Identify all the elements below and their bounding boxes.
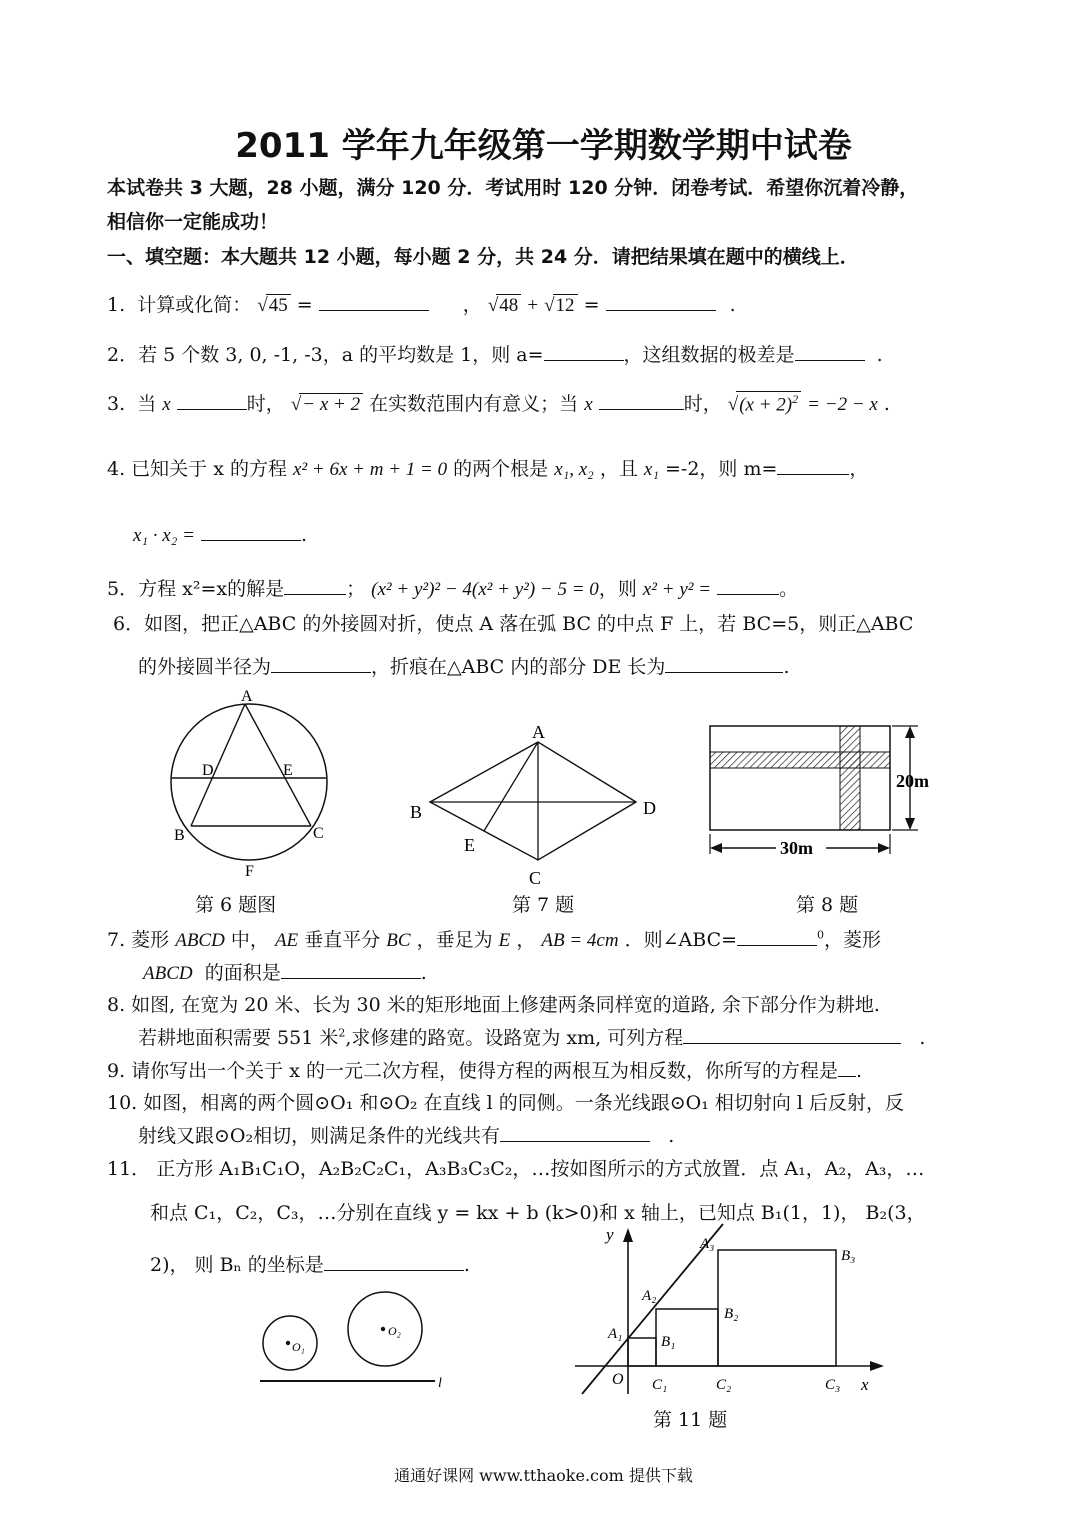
fig8-arrow-left — [710, 843, 722, 853]
fig8-arrow-up — [905, 726, 915, 738]
q9-text: 9. 请你写出一个关于 x 的一元二次方程，使得方程的两根互为相反数，你所写的方程是 — [107, 1060, 838, 1082]
question-4-line-2 — [133, 520, 307, 547]
question-1: 1. 计算或化简： √45 = ， √48 + √12 = . — [107, 290, 736, 317]
fig11-square-1 — [628, 1338, 656, 1366]
q6-text-a: 的外接圆半径为 — [138, 656, 272, 678]
question-10-line-2 — [138, 1121, 674, 1148]
fig7-label-b: B — [410, 802, 423, 822]
q8-end: . — [919, 1027, 926, 1049]
q3-blank-1[interactable] — [177, 389, 247, 410]
q4-blank-1[interactable] — [777, 454, 849, 475]
q7-blank-1[interactable] — [737, 925, 817, 946]
fig8-arrow-right — [878, 843, 890, 853]
q1-plus: + — [527, 295, 539, 316]
q7-abcd: ABCD — [175, 930, 225, 951]
q3-blank-2[interactable] — [599, 389, 684, 410]
fig6-label-a: A — [241, 688, 253, 705]
q3-var-x: x — [162, 394, 171, 415]
q4-text-1: 4. 已知关于 x 的方程 — [107, 458, 287, 480]
q1-comma: ， — [462, 294, 482, 316]
q3-text-4: 时， — [683, 393, 722, 415]
question-7 — [107, 925, 881, 952]
q8-text-b: ,求修建的路宽。设路宽为 xm, 可列方程 — [345, 1027, 684, 1049]
q3-text-2: 时， — [246, 393, 285, 415]
fig8-field — [710, 726, 890, 830]
q7-text-3: 垂直平分 — [304, 929, 381, 951]
fig7-label-e: E — [464, 835, 475, 855]
page-title: 2011 学年九年级第一学期数学期中试卷 — [235, 126, 852, 166]
question-3: 3. 当 x 时， √− x + 2 在实数范围内有意义；当 x 时， $√(x + 2)^2 = -2 - x$ . — [107, 389, 890, 416]
q3-end: . — [883, 393, 890, 415]
q5-equation: (x² + y²)² − 4(x² + y²) − 5 = 0 — [371, 579, 599, 600]
q1-number: 1. — [107, 294, 126, 316]
q1-end: . — [729, 294, 736, 316]
figure-6 — [165, 688, 345, 884]
q3-radicand-2 — [736, 391, 801, 416]
q7-ae: AE — [274, 930, 299, 951]
fig8-height-label: 20m — [896, 771, 929, 791]
fig6-label-b: B — [174, 827, 185, 844]
figure-10 — [250, 1285, 460, 1395]
q7-e: E — [498, 930, 511, 951]
fig11-label-x: x — [861, 1375, 869, 1394]
q3-tail: = −2 − x — [807, 394, 878, 415]
q2-text: 2．若 5 个数 3, 0, -1, -3，a 的平均数是 1，则 a= — [107, 344, 544, 366]
question-11-line-1: 11． 正方形 A₁B₁C₁O，A₂B₂C₂C₁，A₃B₃C₃C₂，…按如图所示的方式放置．点 A₁，A₂，A₃，… — [107, 1158, 925, 1180]
q3-text-1: 当 — [137, 393, 157, 415]
q5-text-3: ，则 — [598, 578, 637, 600]
question-8-line-2 — [138, 1023, 925, 1050]
figure-11 — [570, 1222, 890, 1402]
q7-text-8: 的面积是 — [204, 962, 281, 984]
q3-text-3: 在实数范围内有意义；当 — [369, 393, 579, 415]
q4-product: x₁ · x₂ = — [133, 525, 195, 546]
fig10-label-l: l — [438, 1376, 442, 1391]
q3-rad2-sup: 2 — [792, 391, 799, 406]
footer-credit: 通通好课网 www.tthaoke.com 提供下载 — [394, 1466, 693, 1485]
fig8-width-label: 30m — [780, 838, 813, 858]
q6-text-b: ，折痕在△ABC 内的部分 DE 长为 — [371, 656, 666, 678]
q7-degree: 0 — [817, 928, 825, 942]
fig10-center-o1 — [286, 1341, 290, 1345]
q2-mid: ，这组数据的极差是 — [623, 344, 795, 366]
fig10-label-o1: O₁ — [292, 1340, 305, 1354]
fig11-label-o: O — [612, 1371, 624, 1388]
q5-end: 。 — [779, 578, 799, 600]
fig10-center-o2 — [381, 1327, 385, 1331]
fig8-road-vertical — [840, 726, 860, 830]
fig8-arrow-down — [905, 818, 915, 830]
q5-text-2: ； — [346, 578, 366, 600]
fig11-y-arrow — [623, 1228, 633, 1242]
q4-text-2: 的两个根是 — [453, 458, 549, 480]
q2-blank-2[interactable] — [795, 340, 865, 361]
q6-blank-1[interactable] — [271, 652, 371, 673]
intro-line-2: 相信你一定能成功！ — [107, 211, 279, 233]
q11-text: 2)， 则 Bₙ 的坐标是 — [150, 1254, 324, 1276]
q7-blank-2[interactable] — [281, 958, 421, 979]
q3-rad2-base: (x + 2) — [739, 394, 793, 415]
fig11-caption: 第 11 题 — [653, 1409, 728, 1431]
question-11-line-2: 和点 C₁，C₂，C₃，…分别在直线 y = kx + b (k>0)和 x 轴上，已知点 B₁(1，1)， B₂(3， — [150, 1202, 926, 1224]
q4-blank-2[interactable] — [201, 520, 301, 541]
q7-text-6: ．则∠ABC= — [624, 929, 738, 951]
q1-radicand-12: 12 — [553, 294, 578, 317]
q5-text-1: 5．方程 x²=x的解是 — [107, 578, 285, 600]
q4-text-4: =-2，则 m= — [664, 458, 778, 480]
section-1-heading: 一、填空题：本大题共 12 小题，每小题 2 分，共 24 分．请把结果填在题中的横线上． — [107, 246, 859, 268]
fig6-label-e: E — [283, 762, 293, 779]
question-6-line-2 — [138, 652, 789, 679]
question-6-line-1: 6．如图，把正△ABC 的外接圆对折，使点 A 落在弧 BC 的中点 F 上，若 BC=5，则正△ABC — [113, 613, 914, 635]
q11-blank[interactable] — [324, 1250, 464, 1271]
q1-blank-2[interactable] — [606, 290, 716, 311]
q7-text-7: ，菱形 — [824, 929, 882, 951]
q7-end: . — [420, 962, 427, 984]
fig7-label-d: D — [643, 798, 656, 818]
fig11-label-c1: C₁ — [652, 1377, 668, 1393]
q1-eq: = — [296, 294, 313, 316]
fig11-x-arrow — [870, 1361, 884, 1371]
fig11-label-a3: A₃ — [700, 1236, 715, 1252]
q1-radicand-48: 48 — [496, 294, 521, 317]
question-9 — [107, 1056, 862, 1083]
q4-line2-end: . — [300, 524, 307, 546]
fig11-label-a1: A₁ — [608, 1326, 623, 1342]
fig6-label-d: D — [202, 762, 214, 779]
fig11-label-b3: B₃ — [841, 1248, 856, 1264]
q4-roots: x₁, x₂ — [554, 459, 594, 480]
fig11-label-b2: B₂ — [724, 1306, 739, 1322]
figure-8 — [700, 718, 950, 863]
q1-blank-1[interactable] — [319, 290, 429, 311]
q7-abcd-2: ABCD — [143, 963, 193, 984]
q5-blank-2[interactable] — [717, 574, 779, 595]
q10-blank[interactable] — [500, 1121, 650, 1142]
q1-radicand-45: 45 — [266, 294, 291, 317]
fig10-label-o2: O₂ — [388, 1324, 401, 1338]
fig11-label-a2: A₂ — [642, 1288, 657, 1304]
fig6-circle — [171, 704, 327, 860]
q3-radicand-1: − x + 2 — [299, 393, 363, 416]
q6-end: . — [783, 656, 790, 678]
q1-text: 计算或化简： — [137, 294, 252, 316]
question-2 — [107, 340, 883, 367]
q10-end: . — [668, 1125, 675, 1147]
q8-text-a: 若耕地面积需要 551 米 — [138, 1027, 339, 1049]
fig11-label-b1: B₁ — [661, 1334, 676, 1350]
question-11-line-3 — [150, 1250, 470, 1277]
q4-end: ， — [849, 458, 869, 480]
fig7-caption: 第 7 题 — [512, 894, 575, 916]
q8-sup: 2 — [338, 1026, 346, 1040]
q5-blank-1[interactable] — [284, 574, 346, 595]
q2-blank-1[interactable] — [544, 340, 624, 361]
fig6-label-f: F — [245, 863, 254, 880]
question-7-line-2 — [143, 958, 427, 985]
q6-blank-2[interactable] — [665, 652, 783, 673]
fig7-label-c: C — [529, 868, 542, 888]
intro-line-1: 本试卷共 3 大题，28 小题，满分 120 分．考试用时 120 分钟．闭卷考试．希望你沉着冷静， — [107, 177, 919, 199]
fig8-road-horizontal — [710, 752, 890, 768]
figure-7 — [400, 718, 670, 888]
q10-text: 射线又跟⊙O₂相切，则满足条件的光线共有 — [138, 1125, 501, 1147]
q3-var-x-2: x — [584, 394, 593, 415]
q3-number: 3. — [107, 393, 126, 415]
fig6-side-ac — [245, 704, 311, 826]
q9-end: . — [855, 1060, 863, 1082]
q4-x1: x₁ — [643, 459, 659, 480]
q7-text-4: ，垂足为 — [416, 929, 493, 951]
q2-end: . — [876, 344, 883, 366]
question-10-line-1: 10. 如图，相离的两个圆⊙O₁ 和⊙O₂ 在直线 l 的同侧。一条光线跟⊙O₁ 相切射向 l 后反射，反 — [107, 1092, 905, 1114]
q5-equation-2: x² + y² = — [642, 579, 712, 600]
question-4 — [107, 454, 868, 481]
q7-text-1: 7. 菱形 — [107, 929, 170, 951]
q11-end: . — [463, 1254, 470, 1276]
fig11-label-y: y — [606, 1225, 614, 1244]
q7-bc: BC — [386, 930, 411, 951]
fig11-label-c2: C₂ — [716, 1377, 732, 1393]
q7-ab: AB = 4cm — [541, 930, 619, 951]
fig7-label-a: A — [532, 722, 545, 742]
q1-eq-2: = — [583, 294, 600, 316]
q7-text-5: ， — [516, 929, 536, 951]
fig8-caption: 第 8 题 — [796, 894, 859, 916]
fig6-label-c: C — [313, 825, 324, 842]
fig7-segment-ae — [484, 742, 538, 831]
q7-text-2: 中， — [230, 929, 269, 951]
q4-text-3: ，且 — [599, 458, 638, 480]
fig6-caption: 第 6 题图 — [195, 894, 277, 916]
question-5 — [107, 574, 798, 601]
question-8-line-1: 8. 如图, 在宽为 20 米、长为 30 米的矩形地面上修建两条同样宽的道路, 余下部分作为耕地. — [107, 994, 880, 1016]
q8-blank[interactable] — [683, 1023, 901, 1044]
fig7-rhombus — [430, 742, 636, 860]
q9-blank[interactable] — [838, 1056, 856, 1077]
q4-equation: x² + 6x + m + 1 = 0 — [293, 459, 448, 480]
fig11-label-c3: C₃ — [825, 1377, 841, 1393]
